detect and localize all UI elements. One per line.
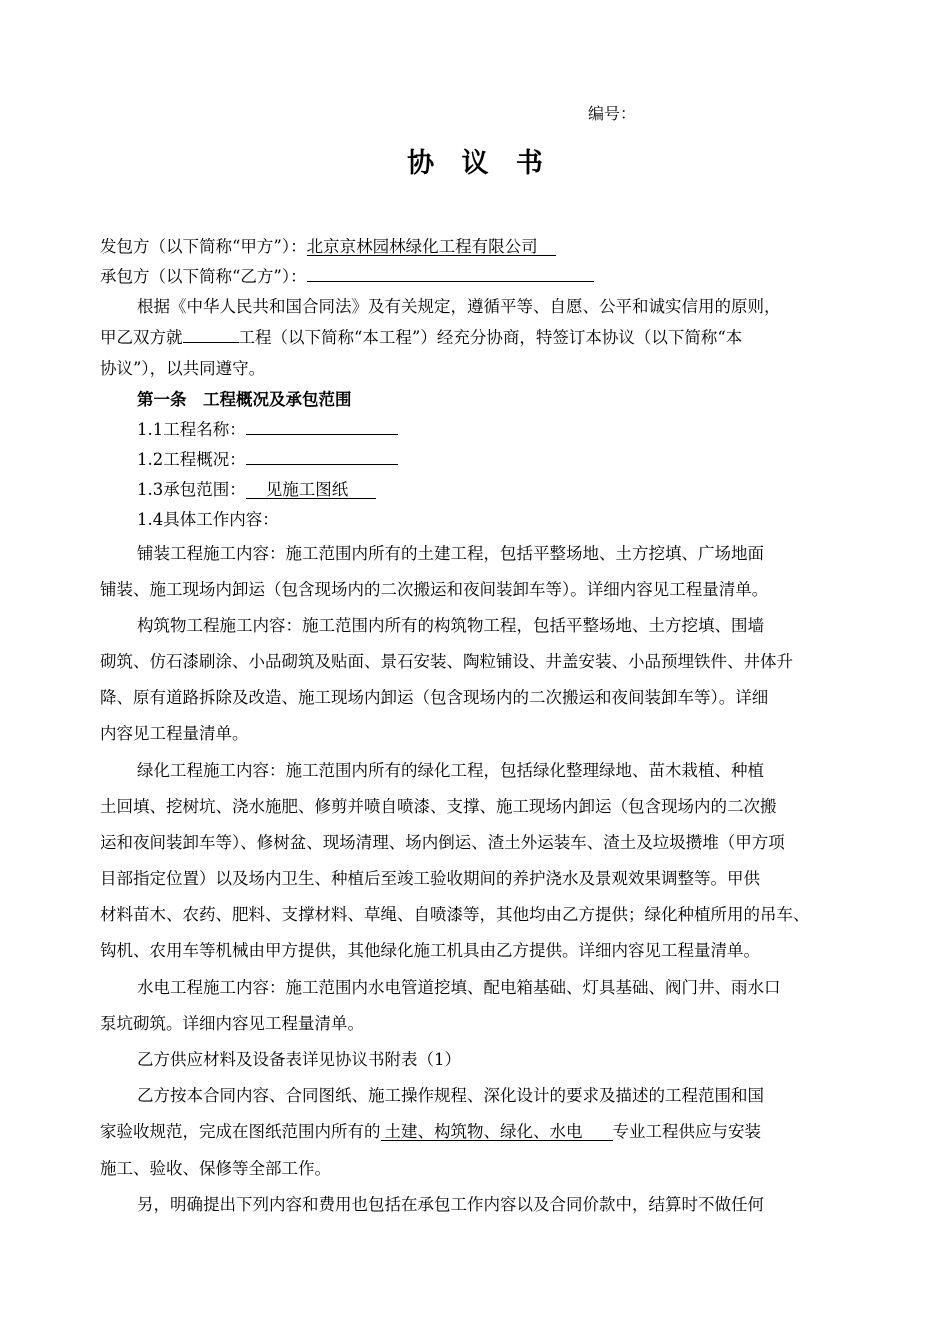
water-elec-line: 水电工程施工内容：施工范围内水电管道挖填、配电箱基础、灯具基础、阀门井、雨水口: [137, 978, 781, 997]
title-char: 协: [407, 148, 435, 179]
item-1-3-value: 见施工图纸: [246, 481, 377, 499]
item-label: 1.1工程名称：: [137, 420, 246, 439]
structure-line: 降、原有道路拆除及改造、施工现场内卸运（包含现场内的二次搬运和夜间装卸车等）。详细: [100, 688, 769, 707]
scope-text: 专业工程供应与安装: [612, 1122, 761, 1141]
scope-text: 家验收规范，完成在图纸范围内所有的: [100, 1122, 381, 1141]
greening-line: 运和夜间装卸车等）、修树盆、现场清理、场内倒运、渣土外运装车、渣土及垃圾攒堆（甲方项: [100, 833, 785, 852]
structure-line: 构筑物工程施工内容：施工范围内所有的构筑物工程，包括平整场地、土方挖填、围墙: [137, 616, 764, 635]
scope-value: 土建、构筑物、绿化、水电: [381, 1123, 613, 1141]
party-b-label: 承包方（以下简称“乙方”）：: [100, 267, 307, 286]
party-a-line: [100, 233, 556, 257]
item-blank: [246, 448, 398, 465]
item-1-2: [137, 446, 398, 470]
article-1-heading: 第一条 工程概况及承包范围: [137, 390, 352, 409]
scope-line: 施工、验收、保修等全部工作。: [100, 1159, 331, 1178]
party-a-label: 发包方（以下简称“甲方”）：: [100, 237, 307, 256]
water-elec-line: 泵坑砌筑。详细内容见工程量清单。: [100, 1014, 364, 1033]
intro-text: 工程（以下简称“本工程”）经充分协商，特签订本协议（以下简称“本: [238, 328, 743, 347]
scope-line: 乙方按本合同内容、合同图纸、施工操作规程、深化设计的要求及描述的工程范围和国: [137, 1086, 764, 1105]
item-label: 1.2工程概况：: [137, 450, 246, 469]
document-number-label: 编号：: [588, 104, 637, 123]
item-1-4: 1.4具体工作内容：: [137, 510, 279, 529]
intro-line-1: 根据《中华人民共和国合同法》及有关规定，遵循平等、自愿、公平和诚实信用的原则，: [137, 297, 781, 316]
document-title: [0, 141, 950, 180]
item-label: 1.3承包范围：: [137, 480, 246, 499]
greening-line: 材料苗木、农药、肥料、支撑材料、草绳、自喷漆等，其他均由乙方提供；绿化种植所用的吊车、: [100, 905, 810, 924]
party-a-value: 北京京林园林绿化工程有限公司: [307, 238, 556, 256]
paving-line: 铺装工程施工内容：施工范围内所有的土建工程，包括平整场地、土方挖填、广场地面: [137, 544, 764, 563]
greening-line: 目部指定位置）以及场内卫生、种植后至竣工验收期间的养护浇水及景观效果调整等。甲供: [100, 869, 760, 888]
item-1-3: [137, 476, 376, 500]
title-char: 议: [461, 148, 489, 179]
greening-line: 绿化工程施工内容：施工范围内所有的绿化工程，包括绿化整理绿地、苗木栽植、种植: [137, 761, 764, 780]
scope-line: [100, 1118, 761, 1142]
intro-line-3: 协议”），以共同遵守。: [100, 359, 266, 378]
structure-line: 内容见工程量清单。: [100, 724, 249, 743]
party-b-blank: [307, 265, 594, 282]
intro-line-2: [100, 324, 742, 348]
supply-table-note: 乙方供应材料及设备表详见协议书附表（1）: [137, 1050, 461, 1069]
structure-line: 砌筑、仿石漆刷涂、小品砌筑及贴面、景石安装、陶粒铺设、井盖安装、小品预埋铁件、井体升: [100, 652, 793, 671]
intro-text: 甲乙双方就: [100, 328, 183, 347]
item-1-1: [137, 416, 398, 440]
project-name-blank: [183, 326, 239, 343]
additional-line: 另，明确提出下列内容和费用也包括在承包工作内容以及合同价款中，结算时不做任何: [137, 1195, 764, 1214]
title-char: 书: [515, 148, 543, 179]
party-b-line: [100, 263, 594, 287]
greening-line: 土回填、挖树坑、浇水施肥、修剪并喷自喷漆、支撑、施工现场内卸运（包含现场内的二次搬: [100, 797, 777, 816]
greening-line: 钩机、农用车等机械由甲方提供，其他绿化施工机具由乙方提供。详细内容见工程量清单。: [100, 941, 760, 960]
paving-line: 铺装、施工现场内卸运（包含现场内的二次搬运和夜间装卸车等）。详细内容见工程量清单。: [100, 580, 769, 599]
item-blank: [246, 418, 398, 435]
